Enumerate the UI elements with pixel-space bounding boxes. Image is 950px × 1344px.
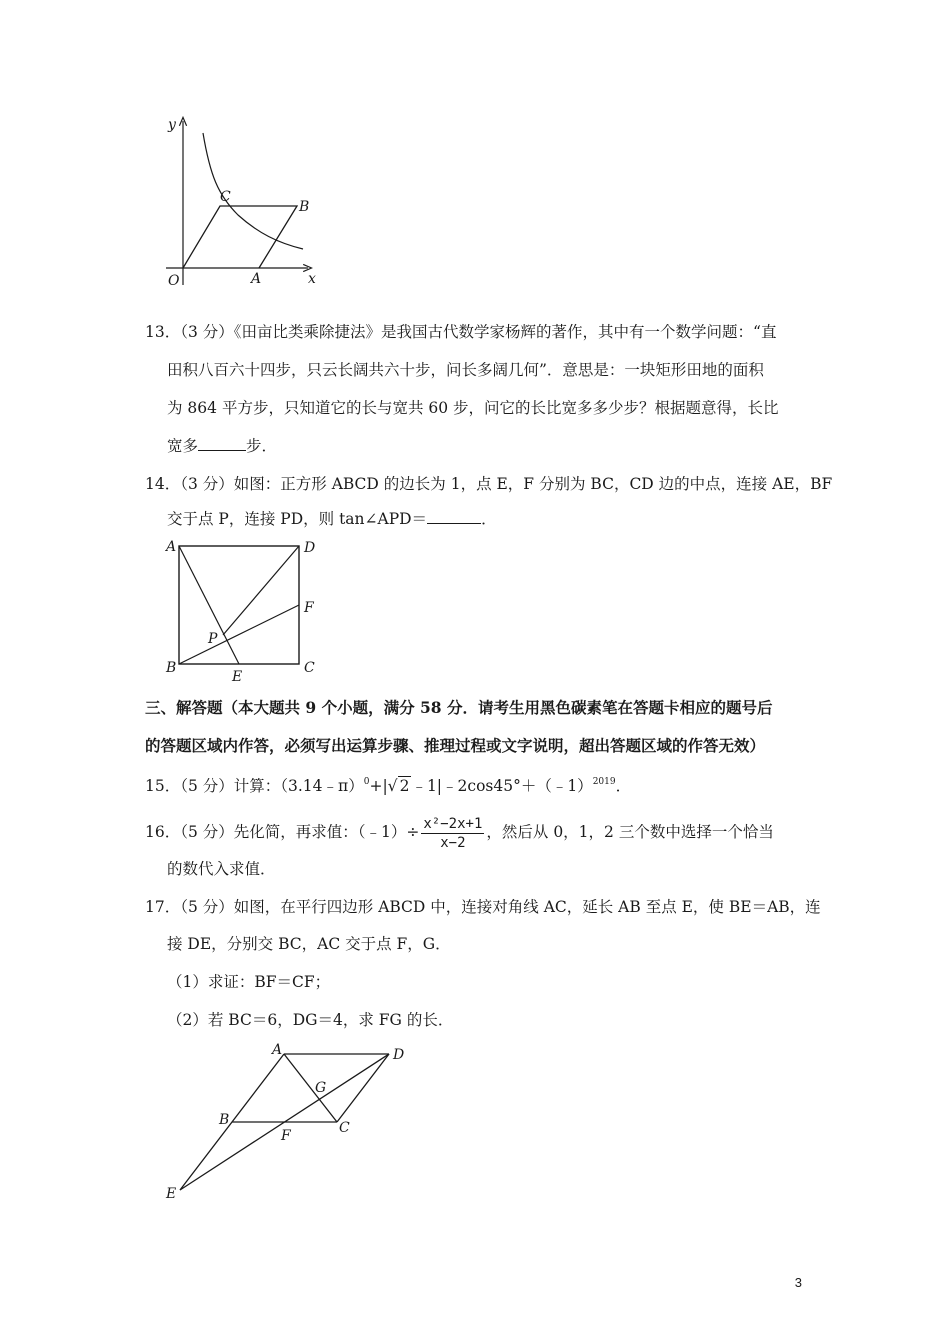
label-E: E (166, 1186, 177, 1202)
q13-line4 (167, 436, 277, 456)
q16-prefix: 16．（5 分）先化简，再求值：（﹣1）÷ (145, 823, 420, 841)
q15-sqrt-sign: √ (387, 777, 398, 795)
q14-line2-before: 交于点 P，连接 PD，则 tan∠APD＝ (167, 510, 428, 528)
q13-line1: 13．（3 分）《田亩比类乘除捷法》是我国古代数学家杨辉的著作，其中有一个数学问题：“直 (145, 323, 777, 341)
page-number: 3 (794, 1275, 802, 1290)
label-y: y (168, 117, 176, 133)
q14-line2 (167, 509, 497, 529)
q15-line (145, 772, 631, 796)
q13-line4-before: 宽多 (167, 437, 199, 455)
q17-sub2: （2）若 BC＝6，DG＝4，求 FG 的长． (167, 1011, 454, 1029)
q13-line3: 为 864 平方步，只知道它的长与宽共 60 步，问它的长比宽多多少步？根据题意得，长比 (167, 399, 779, 417)
label-x: x (308, 271, 316, 287)
label-F: F (281, 1128, 291, 1144)
label-D: D (393, 1047, 405, 1063)
label-A: A (166, 539, 177, 555)
q13-line2: 田积八百六十四步，只云长阔共六十步，问长多阔几何”．意思是：一块矩形田地的面积 (167, 361, 764, 379)
q17-sub1: （1）求证：BF＝CF； (167, 973, 331, 991)
q14-line1: 14．（3 分）如图：正方形 ABCD 的边长为 1，点 E，F 分别为 BC，CD 边的中点，连接 AE，BF (145, 475, 833, 493)
q13-line4-after: 步． (246, 437, 278, 455)
label-C: C (339, 1120, 350, 1136)
label-B: B (219, 1112, 230, 1128)
q16-line2: 的数代入求值． (167, 860, 276, 878)
q17-line2: 接 DE，分别交 BC，AC 交于点 F，G． (167, 935, 451, 953)
q16-line1 (145, 812, 774, 852)
label-E: E (232, 669, 243, 685)
q15-end: ． (615, 777, 632, 795)
q15-prefix: 15．（5 分）计算：（3.14﹣π） (145, 777, 364, 795)
section3-line2: 的答题区域内作答，必须写出运算步骤、推理过程或文字说明，超出答题区域的作答无效） (145, 736, 766, 755)
figure-q12-graph (158, 115, 328, 295)
q15-exp0: 0 (363, 777, 370, 787)
q16-numerator: x²−2x+1 (423, 815, 483, 832)
q16-fraction (421, 815, 484, 852)
section3-line1: 三、解答题（本大题共 9 个小题，满分 58 分．请考生用黑色碳素笔在答题卡相应的题号后 (145, 698, 773, 717)
q16-denominator: x−2 (440, 834, 466, 851)
label-B: B (166, 660, 177, 676)
label-F: F (304, 600, 314, 616)
q17-line1: 17．（5 分）如图，在平行四边形 ABCD 中，连接对角线 AC，延长 AB 至点 E，使 BE＝AB，连 (145, 898, 821, 916)
q13-answer-blank (198, 436, 246, 451)
figure-q14-square (160, 535, 330, 685)
label-C: C (220, 189, 231, 205)
label-B: B (299, 199, 310, 215)
label-O: O (168, 273, 180, 289)
label-D: D (304, 540, 316, 556)
q16-suffix: ，然后从 0，1，2 三个数中选择一个恰当 (486, 823, 774, 841)
label-C: C (304, 660, 315, 676)
q14-answer-blank (427, 509, 481, 524)
q15-exp2019: 2019 (592, 777, 616, 787)
label-P: P (208, 631, 218, 647)
q15-after-sqrt: ﹣1|﹣2cos45°＋（﹣1） (411, 777, 593, 795)
label-A: A (272, 1042, 283, 1058)
figure-q17-parallelogram (160, 1040, 420, 1210)
q15-sqrt: 2 (399, 777, 410, 795)
q14-line2-after: ． (481, 510, 497, 528)
q15-mid: +| (369, 777, 388, 795)
label-G: G (315, 1080, 327, 1096)
label-A: A (251, 271, 262, 287)
